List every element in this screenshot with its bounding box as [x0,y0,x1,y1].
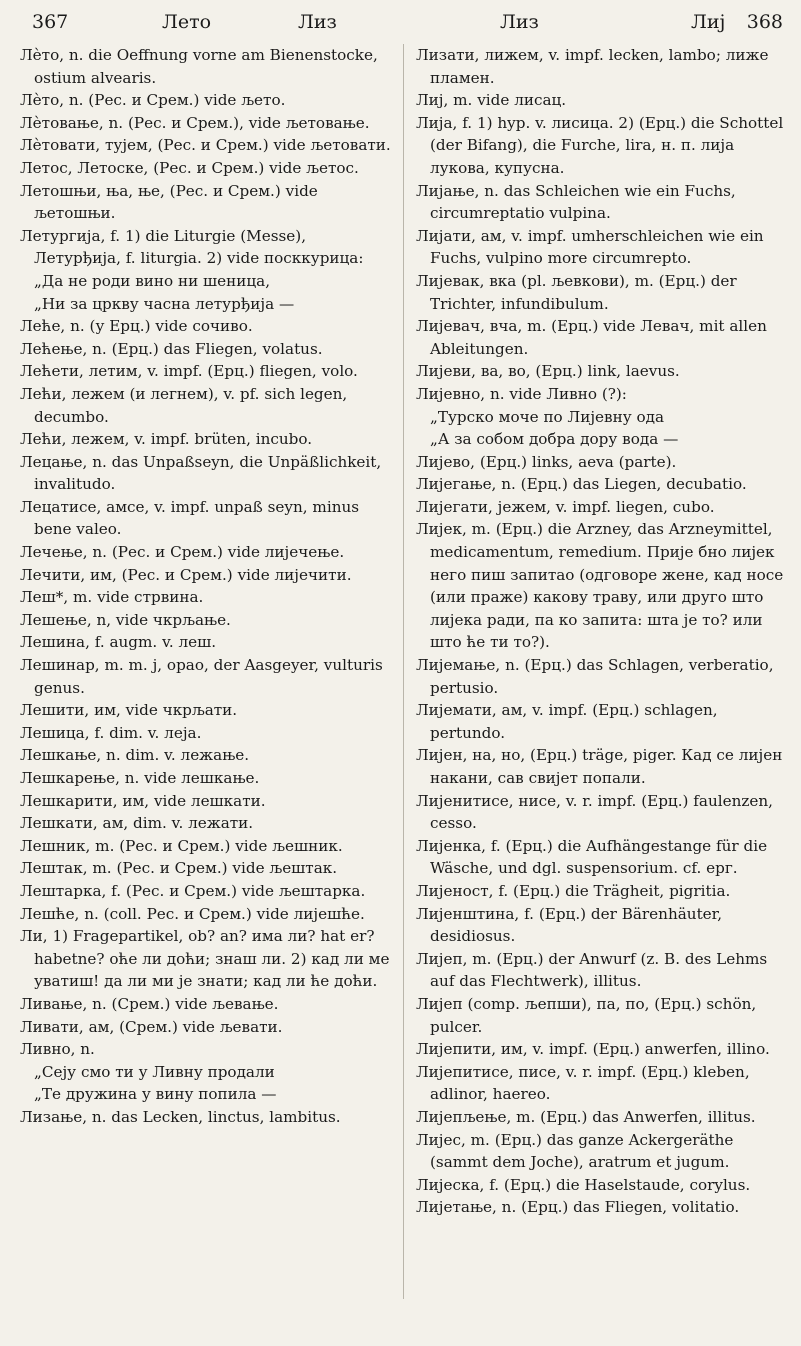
dictionary-entry: Лећи, лежем (и легнем), v. pf. sich legen, decumbo. [20,384,348,426]
dictionary-entry: Лијепљење, m. (Ерц.) das Anwerfen, illitus. [416,1107,756,1126]
dictionary-entry: Лешити, им, vide чкрљати. [20,701,238,720]
dictionary-entry: Лијенштина, f. (Ерц.) der Bärenhäuter, desidiosus. [416,904,723,946]
dictionary-entry: Лијенка, f. (Ерц.) die Aufhängestange für die Wäsche, und dgl. suspensorium. cf. ерг. [416,836,768,878]
middle-guide-word: Лиз [298,11,337,33]
dictionary-entry: Лештак, m. (Рес. и Срем.) vide љештак. [20,859,338,878]
dictionary-entry: Лијевно, n. vide Ливно (?): [416,384,627,403]
left-column [20,44,394,1129]
dictionary-entry: Лијенитисе, нисе, v. r. impf. (Ерц.) faulenzen, cesso. [416,791,773,833]
dictionary-entry: Лецатисе, амсе, v. impf. unpaß seyn, minus bene valeo. [20,497,360,539]
dictionary-entry: Лећење, n. (Ерц.) das Fliegen, volatus. [20,339,323,358]
dictionary-entry: Лечење, n. (Рес. и Срем.) vide лијечење. [20,543,345,562]
dictionary-entry: Лијетање, n. (Ерц.) das Fliegen, volitatio. [416,1198,740,1217]
dictionary-entry: Лѐтовање, n. (Рес. и Срем.), vide љетовање. [20,113,370,132]
dictionary-entry: Лијегање, n. (Ерц.) das Liegen, decubatio. [416,475,747,494]
dictionary-entry: Лиј, m. vide лисац. [416,91,567,110]
dictionary-entry: Лија, f. 1) hyp. v. лисица. 2) (Ерц.) die Schottel (der Bifang), die Furche, lira, н. п. лија лукова, купусна. [416,113,784,177]
dictionary-entry: Лешица, f. dim. v. леја. [20,723,202,742]
dictionary-entry: Ли, 1) Fragepartikel, ob? an? има ли? hat er? habetne? оће ли доћи; знаш ли. 2) кад ли ме уватиш! да ли ми је знати; кад ли ће доћи. [20,927,390,991]
dictionary-entry: Лешкарење, n. vide лешкање. [20,769,260,787]
right-column [416,44,788,1219]
dictionary-entry: Ливно, n. [20,1040,95,1059]
left-guide-word: Лето [162,11,212,33]
dictionary-entry: Лећи, лежем, v. impf. brüten, incubo. [20,430,313,449]
dictionary-entry: Лијегати, јежем, v. impf. liegen, cubo. [416,497,715,516]
dictionary-entry: Лешење, n, vide чкрљање. [20,610,231,629]
dictionary-entry: Лештарка, f. (Рес. и Срем.) vide љештарка. [20,881,366,900]
right-last-guide-word: Лиј [691,11,726,33]
page-number-right: 368 [746,11,783,33]
dictionary-entry: „Турско моче по Лијевну ода [430,407,665,426]
dictionary-entry: Ливати, ам, (Срем.) vide љевати. [20,1017,283,1036]
page-number-left: 367 [32,11,69,33]
dictionary-entry: „Ни за цркву часна летурђија — [34,294,295,313]
dictionary-entry: Лешина, f. augm. v. леш. [20,633,217,652]
dictionary-entry: Леш*, m. vide стрвина. [20,588,204,607]
dictionary-entry: Лијање, n. das Schleichen wie ein Fuchs, circumreptatio vulpina. [416,181,736,223]
column-divider [403,44,404,1299]
dictionary-entry: Лијево, (Ерц.) links, aeva (parte). [416,452,677,471]
dictionary-entry: Лијепити, им, v. impf. (Ерц.) anwerfen, illino. [416,1040,770,1059]
dictionary-entry: Лијес, m. (Ерц.) das ganze Ackergeräthe (sammt dem Joche), aratrum et jugum. [416,1130,734,1172]
dictionary-entry: Лијепитисе, писе, v. r. impf. (Ерц.) kleben, adlinor, haereo. [416,1062,750,1104]
dictionary-entry: Лијеска, f. (Ерц.) die Haselstaude, corylus. [416,1175,751,1194]
dictionary-entry: Лѐто, n. (Рес. и Срем.) vide љето. [20,91,286,110]
dictionary-entry: „Сеју смо ти у Ливну продали [34,1062,275,1081]
dictionary-entry: Лијеп, m. (Ерц.) der Anwurf (z. B. des Lehms auf das Flechtwerk), illitus. [416,949,768,991]
dictionary-entry: Лијемање, n. (Ерц.) das Schlagen, verberatio, pertusio. [416,656,774,697]
dictionary-entry: Лијеп (comp. љепши), па, по, (Ерц.) schön, pulcer. [416,994,757,1036]
dictionary-entry: Лијеност, f. (Ерц.) die Trägheit, pigritia. [416,881,731,900]
dictionary-entry: Лијен, на, но, (Ерц.) träge, piger. Кад се лијен накани, сав свијет попали. [416,746,783,787]
dictionary-entry: Лијевач, вча, m. (Ерц.) vide Левач, mit allen Ableitungen. [416,317,767,358]
dictionary-entry: Лијеви, ва, во, (Ерц.) link, laevus. [416,362,680,381]
dictionary-entry: Лечити, им, (Рес. и Срем.) vide лијечити. [20,565,352,584]
dictionary-entry: Лецање, n. das Unpaßseyn, die Unpäßlichkeit, invalitudo. [20,452,382,494]
dictionary-entry: Летос, Летоске, (Рес. и Срем.) vide љетос. [20,158,359,177]
dictionary-entry: Лијевак, вка (pl. љевкови), m. (Ерц.) der Trichter, infundibulum. [416,271,737,313]
dictionary-entry: Лијек, m. (Ерц.) die Arzney, das Arzneymittel, medicamentum, remedium. Прије бно лијек него пиш запитао (одговоре жене, кад носе (или прaже) какову траву, или друго што лијека ради, па ко запита: шта је то? или што ће ти то?). [416,520,784,652]
dictionary-entry: Лѐтовати, тујем, (Рес. и Срем.) vide љетовати. [20,136,391,155]
columns [20,44,787,1346]
dictionary-entry: Лешће, n. (coll. Рес. и Срем.) vide лијешће. [20,904,365,923]
dictionary-entry: Лећети, летим, v. impf. (Ерц.) fliegen, volo. [20,362,358,381]
dictionary-entry: Летургија, f. 1) die Liturgie (Messe), Летурђија, f. liturgia. 2) vide посккурица: [20,226,364,268]
dictionary-entry: Лешкарити, им, vide лешкати. [20,791,266,810]
dictionary-entry: Ливање, n. (Срем.) vide љевање. [20,994,279,1013]
dictionary-entry: Лешкање, n. dim. v. лежање. [20,746,250,765]
dictionary-entry: Лѐто, n. die Oeffnung vorne am Bienenstocke, ostium alvearis. [20,46,378,87]
dictionary-entry: Лешкати, ам, dim. v. лежати. [20,814,254,833]
dictionary-entry: Летошњи, ња, ње, (Рес. и Срем.) vide љетошњи. [20,181,318,223]
dictionary-entry: Лијати, ам, v. impf. umherschleichen wie ein Fuchs, vulpino more circumrepto. [416,226,764,268]
dictionary-entry: Леће, n. (у Ерц.) vide сочиво. [20,317,253,336]
dictionary-entry: Лијемати, ам, v. impf. (Ерц.) schlagen, pertundo. [416,701,718,742]
dictionary-entry: „Да не роди вино ни шеница, [34,271,271,290]
page-header [20,0,787,40]
dictionary-entry: Лизати, лижем, v. impf. lecken, lambo; лиже пламен. [416,46,769,87]
dictionary-entry: „Те дружина у вину попила — [34,1085,277,1104]
dictionary-entry: „А за собом добра дору вода — [430,430,679,449]
dictionary-entry: Лешник, m. (Рес. и Срем.) vide љешник. [20,836,343,855]
dictionary-entry: Лизање, n. das Lecken, linctus, lambitus. [20,1107,341,1126]
dictionary-entry: Лешинар, m. m. j, орао, der Aasgeyer, vulturis genus. [20,656,383,697]
right-first-guide-word: Лиз [500,11,539,33]
